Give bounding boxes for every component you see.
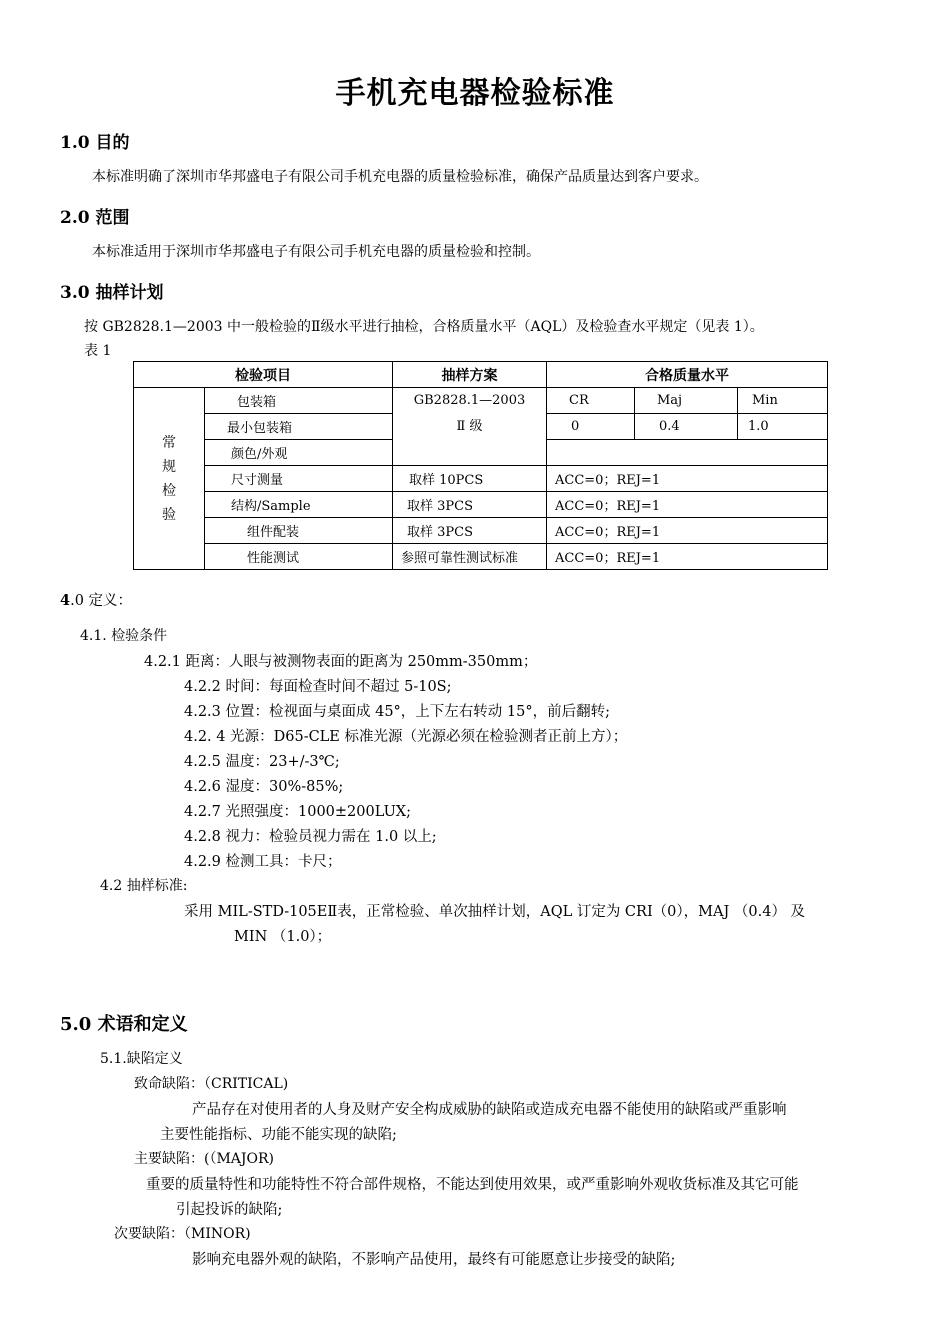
section-1-heading: 1.0 目的: [60, 133, 130, 153]
item-cell: 尺寸测量: [205, 466, 393, 492]
aql-head-cr: CR: [547, 388, 635, 414]
aql-empty-cell: [547, 440, 828, 466]
plan-cell: 取样 10PCS: [393, 466, 547, 492]
acc-cell: ACC=0；REJ=1: [547, 518, 828, 544]
table-header-row: [134, 362, 828, 388]
section-2-text: 本标准适用于深圳市华邦盛电子有限公司手机充电器的质量检验和控制。: [92, 244, 540, 260]
plan-level: Ⅱ 级: [456, 419, 483, 434]
condition-item: 4.2. 4 光源：D65-CLE 标准光源（光源必须在检验测者正前上方）；: [184, 729, 628, 745]
table-row: [134, 518, 828, 544]
group-char: 检: [162, 482, 176, 499]
plan-cell: 参照可靠性测试标准: [393, 544, 547, 570]
item-cell: 性能测试: [205, 544, 393, 570]
inspection-table: [133, 361, 828, 570]
condition-item: 4.2.1 距离：人眼与被测物表面的距离为 250mm-350mm；: [144, 654, 538, 670]
item-cell: 最小包装箱: [205, 414, 393, 440]
header-plan: 抽样方案: [393, 362, 547, 388]
aql-head-min: Min: [738, 388, 828, 414]
condition-item: 4.2.7 光照强度：1000±200LUX;: [184, 804, 411, 820]
aql-val-maj: 0.4: [635, 414, 738, 440]
aql-val-cr: 0: [547, 414, 635, 440]
item-cell: 包装箱: [205, 388, 393, 414]
plan-cell: 取样 3PCS: [393, 518, 547, 544]
item-cell: 颜色/外观: [205, 440, 393, 466]
page-title: 手机充电器检验标准: [335, 76, 615, 111]
section-4-heading-num: 4: [60, 592, 71, 609]
plan-cell: 取样 3PCS: [393, 492, 547, 518]
group-char: 规: [162, 458, 176, 475]
minor-text-line1: 影响充电器外观的缺陷，不影响产品使用，最终有可能愿意让步接受的缺陷;: [192, 1252, 676, 1268]
item-cell: 结构/Sample: [205, 492, 393, 518]
condition-item: 4.2.9 检测工具：卡尺；: [184, 854, 342, 870]
aql-head-maj: Maj: [635, 388, 738, 414]
critical-text-line2: 主要性能指标、功能不能实现的缺陷;: [160, 1127, 397, 1143]
condition-item: 4.2.6 湿度：30%-85%;: [184, 779, 344, 795]
group-label: [134, 388, 205, 570]
plan-merged-cell: [393, 388, 547, 466]
plan-standard: GB2828.1—2003: [413, 393, 526, 408]
group-char: 验: [162, 506, 176, 523]
acc-cell: ACC=0；REJ=1: [547, 492, 828, 518]
critical-label: 致命缺陷：（CRITICAL): [134, 1076, 289, 1092]
section-3-heading: 3.0 抽样计划: [60, 283, 164, 303]
section-5-heading: 5.0 术语和定义: [60, 1014, 188, 1035]
minor-label: 次要缺陷：（MINOR): [114, 1226, 251, 1242]
table-row: [134, 466, 828, 492]
condition-item: 4.2.8 视力：检验员视力需在 1.0 以上;: [184, 829, 437, 845]
acc-cell: ACC=0；REJ=1: [547, 466, 828, 492]
table-row: [134, 544, 828, 570]
section-1-text: 本标准明确了深圳市华邦盛电子有限公司手机充电器的质量检验标准，确保产品质量达到客户要求。: [92, 169, 708, 185]
header-item: 检验项目: [134, 362, 393, 388]
critical-text-line1: 产品存在对使用者的人身及财产安全构成威胁的缺陷或造成充电器不能使用的缺陷或严重影响: [192, 1102, 787, 1118]
table-label: 表 1: [84, 343, 112, 359]
condition-item: 4.2.3 位置：检视面与桌面成 45°，上下左右转动 15°，前后翻转;: [184, 704, 611, 720]
section-2-heading: 2.0 范围: [60, 208, 130, 228]
major-label: 主要缺陷：(（MAJOR): [134, 1151, 274, 1167]
sub-heading-5-1: 5.1.缺陷定义: [100, 1051, 183, 1067]
sub-heading-4-2: 4.2 抽样标准:: [100, 878, 188, 894]
header-aql: 合格质量水平: [547, 362, 828, 388]
sampling-text-line2: MIN （1.0）；: [234, 929, 332, 945]
section-3-text: 按 GB2828.1—2003 中一般检验的Ⅱ级水平进行抽检，合格质量水平（AQL）及检验查水平规定（见表 1）。: [84, 319, 764, 335]
major-text-line1: 重要的质量特性和功能特性不符合部件规格，不能达到使用效果，或严重影响外观收货标准及其它可能: [146, 1177, 799, 1193]
sub-heading-4-1: 4.1. 检验条件: [80, 628, 168, 644]
aql-val-min: 1.0: [738, 414, 828, 440]
section-4-heading-rest: .0 定义：: [70, 593, 133, 609]
table-row: [134, 492, 828, 518]
acc-cell: ACC=0；REJ=1: [547, 544, 828, 570]
major-text-line2: 引起投诉的缺陷;: [176, 1202, 283, 1218]
table-row: [134, 388, 828, 414]
group-char: 常: [162, 434, 176, 451]
item-cell: 组件配装: [205, 518, 393, 544]
condition-item: 4.2.5 温度：23+/-3℃;: [184, 754, 340, 770]
condition-item: 4.2.2 时间：每面检查时间不超过 5-10S;: [184, 679, 452, 695]
section-4-heading: [60, 589, 132, 610]
sampling-text-line1: 采用 MIL-STD-105EⅡ表，正常检验、单次抽样计划，AQL 订定为 CRI（0），MAJ （0.4） 及: [184, 904, 806, 920]
